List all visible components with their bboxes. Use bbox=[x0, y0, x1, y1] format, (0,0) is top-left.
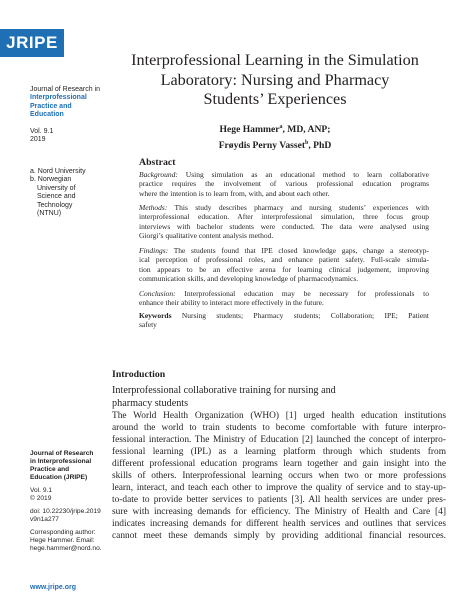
abstract-label: Background: bbox=[139, 170, 178, 179]
sidebar-article-info bbox=[30, 450, 112, 553]
author-degrees: , MD, ANP; bbox=[282, 124, 331, 136]
abstract-methods bbox=[139, 203, 429, 241]
abstract-text: interprofessional education. After interprofessional simulation, three focus group bbox=[139, 212, 429, 222]
body-line: to-date to provide better services to patients [3]. All health services are under pres- bbox=[112, 495, 446, 506]
affiliation-b: Technology bbox=[37, 201, 73, 209]
abstract-text: Using simulation as an educational method to learn collaborative bbox=[177, 170, 429, 179]
abstract-heading: Abstract bbox=[139, 157, 176, 168]
affiliation-b: University of bbox=[37, 184, 76, 192]
author-name: Hege Hammer bbox=[219, 124, 280, 136]
keywords-text: safety bbox=[139, 320, 157, 330]
abstract-text: communication skills, and developing knowledge of pharmacodynamics. bbox=[139, 274, 359, 284]
authors bbox=[112, 121, 438, 152]
abstract-text: interviews with bachelor students were conducted. The data were analysed using bbox=[139, 221, 429, 231]
copyright: © 2019 bbox=[30, 495, 52, 502]
abstract-conclusion bbox=[139, 289, 429, 308]
body-line: indicates increasing demands for different health services and outlines that services bbox=[112, 519, 446, 530]
abstract-findings bbox=[139, 246, 429, 284]
keywords-text: Nursing students; Pharmacy students; Collaboration; IPE; Patient bbox=[171, 311, 429, 320]
body-line: different professional education programs learn together and gain insight into the bbox=[112, 459, 446, 470]
author-degrees: , PhD bbox=[308, 139, 332, 151]
abstract-text: practice requires the involvement of various professional education programs bbox=[139, 179, 429, 189]
abstract-label: Conclusion: bbox=[139, 289, 176, 298]
keywords-label: Keywords bbox=[139, 311, 172, 320]
body-line: skills of others. Interprofessional learning occurs when two or more professions bbox=[112, 471, 446, 482]
jripe-logo: JRIPE bbox=[0, 29, 64, 57]
abstract-text: Interprofessional education may be necessary for professionals to bbox=[175, 289, 429, 298]
title-line: Interprofessional Learning in the Simulation bbox=[131, 51, 419, 69]
subheading-line: pharmacy students bbox=[112, 397, 189, 409]
body-line: fessional interaction. The Ministry of Education [2] launched the concept of interpro- bbox=[112, 435, 446, 446]
volume: Vol. 9.1 bbox=[30, 127, 54, 135]
author-1 bbox=[112, 121, 438, 137]
journal-name-line: Journal of Research in bbox=[30, 86, 101, 93]
abstract-keywords bbox=[139, 311, 429, 330]
author-2 bbox=[112, 137, 438, 153]
abstract-label: Findings: bbox=[139, 246, 169, 255]
author-email[interactable]: hege.hammer@nord.no. bbox=[30, 545, 102, 552]
abstract-text: enhance their ability to interact more effectively in the future. bbox=[139, 298, 324, 308]
introduction-heading: Introduction bbox=[112, 369, 166, 380]
author-name: Frøydis Perny Vasset bbox=[218, 139, 306, 151]
author-affil-mark: b bbox=[305, 139, 309, 146]
article-title bbox=[112, 51, 438, 110]
journal-name-line: Education (JRIPE) bbox=[30, 474, 88, 481]
affiliation-b: b. Norwegian bbox=[30, 176, 72, 184]
journal-name-line: Journal of Research bbox=[30, 450, 94, 457]
journal-name-line: in Interprofessional bbox=[30, 458, 92, 465]
journal-name-line: Interprofessional bbox=[30, 94, 87, 102]
corresponding-author: Hege Hammer. Email: bbox=[30, 537, 95, 544]
body-line: sure with increasing demands for efficiency. The Ministry of Health and Care [4] bbox=[112, 507, 446, 518]
abstract-background bbox=[139, 170, 429, 198]
affiliation-b: Science and bbox=[37, 193, 76, 201]
affiliation-b: (NTNU) bbox=[37, 210, 62, 218]
abstract-label: Methods: bbox=[139, 203, 168, 212]
year: 2019 bbox=[30, 136, 46, 144]
abstract-text: tion appears to be an effective arena for learning clinical judgement, improving bbox=[139, 264, 429, 274]
doi[interactable]: v9n1a277 bbox=[30, 516, 59, 523]
corresponding-author: Corresponding author: bbox=[30, 529, 96, 536]
body-line: cannot meet these demands simply by providing additional financial resources. bbox=[112, 531, 446, 542]
title-line: Laboratory: Nursing and Pharmacy bbox=[160, 70, 390, 89]
body-line: fessional learning (IPL) as a learning platform through which students from bbox=[112, 447, 446, 458]
abstract-text: Giorgi’s qualitative content analysis method. bbox=[139, 231, 274, 241]
abstract-text: ical perception of professional roles, and enhance patient safety. Full-scale simula- bbox=[139, 255, 429, 265]
author-affil-mark: a bbox=[279, 124, 283, 130]
volume: Vol. 9.1 bbox=[30, 487, 52, 494]
subheading-line: Interprofessional collaborative training for nursing and bbox=[112, 385, 336, 396]
doi[interactable]: doi: 10.22230/jripe.2019 bbox=[30, 508, 101, 515]
title-line: Students’ Experiences bbox=[203, 90, 347, 108]
journal-name-line: Education bbox=[30, 111, 64, 119]
abstract-text: where the intention is to learn from, with, and about each other. bbox=[139, 188, 330, 198]
affiliations bbox=[30, 168, 112, 218]
journal-url[interactable]: www.jripe.org bbox=[30, 584, 77, 591]
body-line: learn, interact, and teach each other to improve the quality of service and to stay-up- bbox=[112, 483, 446, 494]
journal-name-line: Practice and bbox=[30, 466, 70, 473]
body-line: The World Health Organization (WHO) [1] urged health education institutions bbox=[112, 411, 446, 421]
sidebar-journal-info bbox=[30, 86, 112, 144]
abstract-text: This study describes pharmacy and nursing students’ experiences with bbox=[167, 203, 429, 212]
affiliation-a: a. Nord University bbox=[30, 168, 86, 175]
introduction-subheading bbox=[112, 385, 442, 410]
introduction-paragraph bbox=[112, 410, 446, 543]
journal-name-line: Practice and bbox=[30, 102, 72, 110]
body-line: around the world to train students to become comfortable with future interpro- bbox=[112, 423, 446, 434]
abstract-text: The students found that IPE closed knowledge gaps, change a stereotyp- bbox=[168, 246, 429, 255]
